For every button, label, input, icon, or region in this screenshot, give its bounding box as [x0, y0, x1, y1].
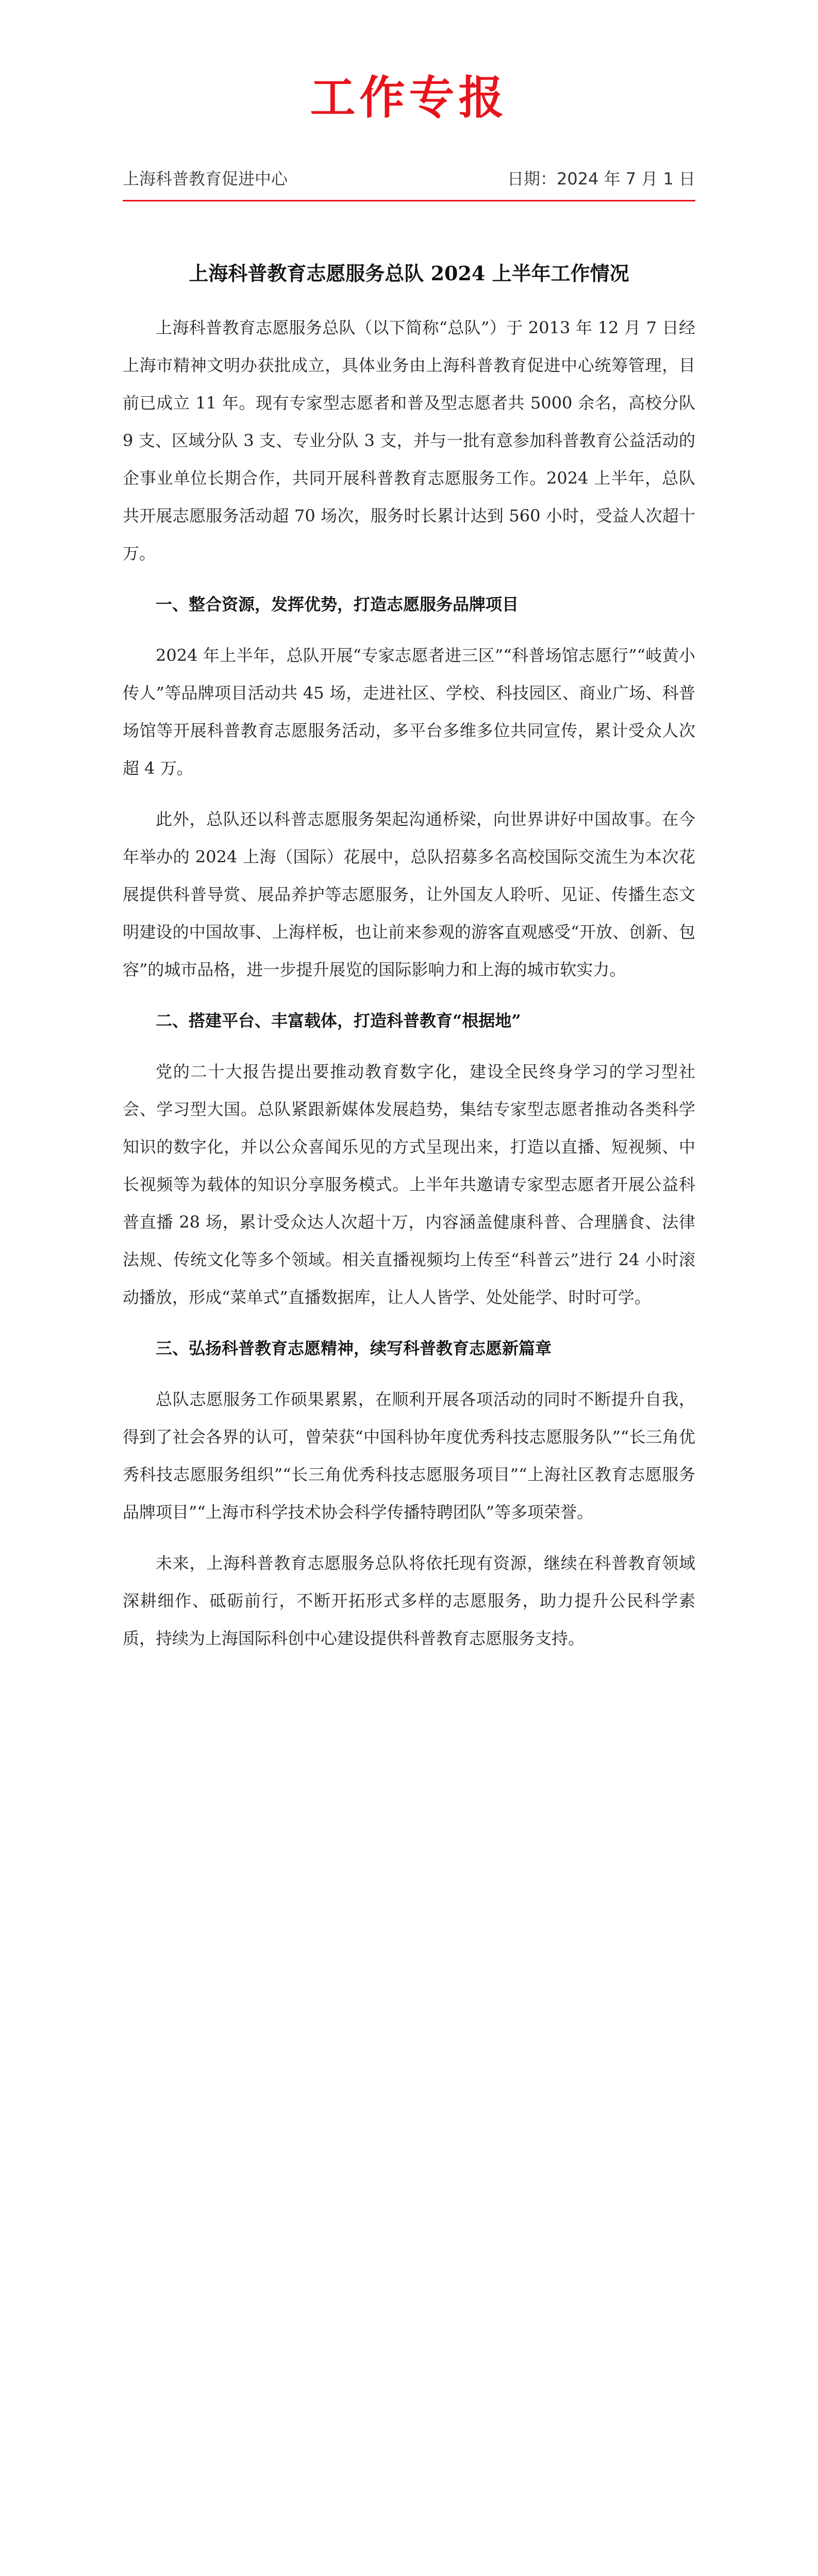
section-1-paragraph-1: 2024 年上半年，总队开展“专家志愿者进三区”“科普场馆志愿行”“岐黄小传人”等品牌项目活动共 45 场，走进社区、学校、科技园区、商业广场、科普场馆等开展科普教育志愿服务活动，多平台多维多位共同宣传，累计受众人次超 4 万。 — [123, 646, 695, 778]
section-heading-3: 三、弘扬科普教育志愿精神，续写科普教育志愿新篇章 — [156, 1338, 552, 1358]
section-heading-2: 二、搭建平台、丰富载体，打造科普教育“根据地” — [156, 1011, 521, 1030]
section-3-paragraph-2: 未来，上海科普教育志愿服务总队将依托现有资源，继续在科普教育领域深耕细作、砥砺前行，不断开拓形式多样的志愿服务，助力提升公民科学素质，持续为上海国际科创中心建设提供科普教育志愿服务支持。 — [123, 1553, 695, 1648]
header-red-divider — [123, 200, 695, 201]
section-1-paragraph-2: 此外，总队还以科普志愿服务架起沟通桥梁，向世界讲好中国故事。在今年举办的 2024 上海（国际）花展中，总队招募多名高校国际交流生为本次花展提供科普导赏、展品养护等志愿服务，让外国友人聆听、见证、传播生态文明建设的中国故事、上海样板，也让前来参观的游客直观感受“开放、创新、包容”的城市品格，进一步提升展览的国际影响力和上海的城市软实力。 — [123, 809, 695, 979]
header-meta-row — [123, 166, 695, 192]
header-organization: 上海科普教育促进中心 — [123, 169, 288, 189]
section-3-paragraph-1: 总队志愿服务工作硕果累累，在顺利开展各项活动的同时不断提升自我，得到了社会各界的认可，曾荣获“中国科协年度优秀科技志愿服务队”“长三角优秀科技志愿服务组织”“长三角优秀科技志愿服务项目”“上海社区教育志愿服务品牌项目”“上海市科学技术协会科学传播特聘团队”等多项荣誉。 — [123, 1389, 695, 1522]
document-body — [123, 309, 695, 1671]
document-title: 上海科普教育志愿服务总队 2024 上半年工作情况 — [189, 262, 629, 285]
intro-paragraph: 上海科普教育志愿服务总队（以下简称“总队”）于 2013 年 12 月 7 日经上海市精神文明办获批成立，具体业务由上海科普教育促进中心统筹管理，目前已成立 11 年。现有专家型志愿者和普及型志愿者共 5000 余名，高校分队 9 支、区域分队 3 支、专业分队 3 支，并与一批有意参加科普教育公益活动的企事业单位长期合作，共同开展科普教育志愿服务工作。2024 上半年，总队共开展志愿服务活动超 70 场次，服务时长累计达到 560 小时，受益人次超十万。 — [123, 318, 695, 563]
masthead-title: 工作专报 — [310, 71, 508, 124]
section-heading-1: 一、整合资源，发挥优势，打造志愿服务品牌项目 — [156, 595, 519, 614]
header-date: 日期：2024 年 7 月 1 日 — [507, 169, 695, 189]
section-2-paragraph-1: 党的二十大报告提出要推动教育数字化，建设全民终身学习的学习型社会、学习型大国。总队紧跟新媒体发展趋势，集结专家型志愿者推动各类科学知识的数字化，并以公众喜闻乐见的方式呈现出来，打造以直播、短视频、中长视频等为载体的知识分享服务模式。上半年共邀请专家型志愿者开展公益科普直播 28 场，累计受众达人次超十万，内容涵盖健康科普、合理膳食、法律法规、传统文化等多个领域。相关直播视频均上传至“科普云”进行 24 小时滚动播放，形成“菜单式”直播数据库，让人人皆学、处处能学、时时可学。 — [123, 1062, 695, 1307]
